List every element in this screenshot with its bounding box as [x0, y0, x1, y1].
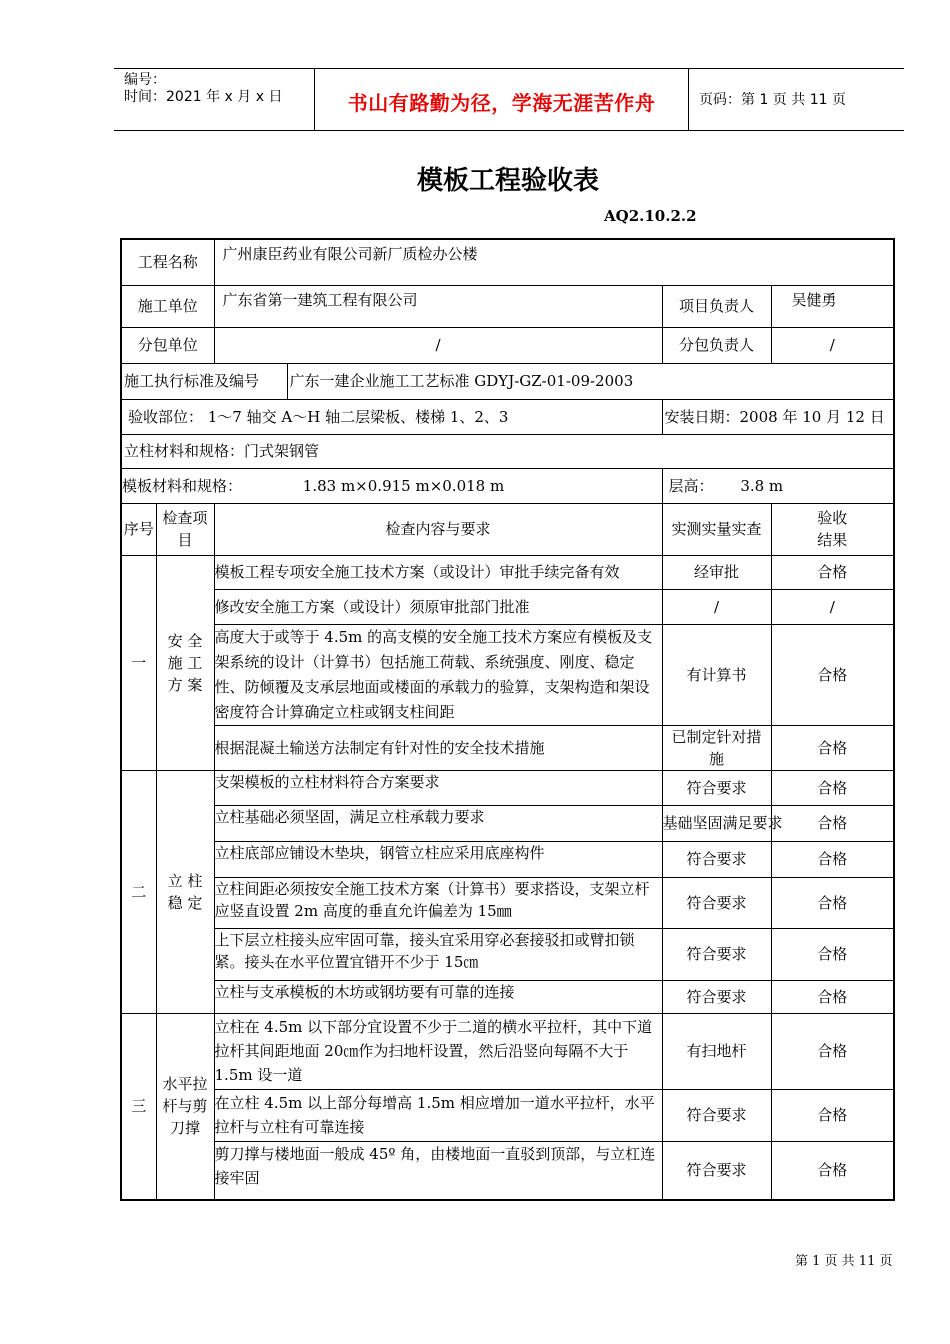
formwork-material-label: 模板材料和规格：: [122, 476, 243, 495]
col-header-measured: 实测实量实查: [662, 503, 771, 555]
row-content: 根据混凝土输送方法制定有针对性的安全技术措施: [214, 725, 662, 770]
header-meta: [124, 72, 282, 106]
col-header-seq: 序号: [121, 503, 156, 555]
document-title: 模板工程验收表: [416, 166, 599, 196]
row-measured: 符合要求: [662, 928, 771, 980]
sub-label: 分包单位: [121, 327, 214, 363]
row-content: 上下层立柱接头应牢固可靠，接头宜采用穿必套接驳扣或臂扣锁紧。接头在水平位置宜错开不少于 15㎝: [214, 928, 662, 980]
group-item: 水平拉杆与剪刀撑: [156, 1013, 214, 1200]
row-measured: 符合要求: [662, 770, 771, 805]
info-row-standard: [121, 363, 894, 399]
number-label: 编号：: [124, 72, 166, 88]
sub-value: /: [214, 327, 662, 363]
row-measured: 有计算书: [662, 624, 771, 725]
row-content: 高度大于或等于 4.5m 的高支模的安全施工技术方案应有模板及支架系统的设计（计算书）包括施工荷载、系统强度、刚度、稳定性、防倾覆及支承层地面或楼面的承载力的验算，支架构造和架设密度符合计算确定立柱或钢支柱间距: [214, 624, 662, 725]
table-row: [121, 877, 894, 928]
formwork-material-cell: [121, 468, 662, 503]
contractor-label: 施工单位: [121, 285, 214, 327]
row-measured: 符合要求: [662, 841, 771, 877]
info-row-part: [121, 399, 894, 434]
page-footer: 第 1 页 共 11 页: [795, 1254, 893, 1269]
group-item: 立 柱 稳 定: [156, 770, 214, 1013]
table-row: [121, 805, 894, 841]
row-result: 合格: [771, 624, 894, 725]
row-content: 立柱间距必须按安全施工技术方案（计算书）要求搭设，支架立杆应竖直设置 2m 高度的垂直允许偏差为 15㎜: [214, 877, 662, 928]
table-header-row: [121, 503, 894, 555]
row-result: 合格: [771, 928, 894, 980]
row-result: 合格: [771, 770, 894, 805]
table-row: [121, 928, 894, 980]
formwork-material-value: 1.83 m×0.915 m×0.018 m: [302, 476, 505, 495]
info-row-column-material: [121, 434, 894, 468]
row-content: 剪刀撑与楼地面一般成 45º 角，由楼地面一直驳到顶部，与立杠连接牢固: [214, 1141, 662, 1200]
table-row: [121, 725, 894, 770]
row-measured: 有扫地杆: [662, 1013, 771, 1089]
row-result: 合格: [771, 555, 894, 589]
row-measured: 符合要求: [662, 1089, 771, 1141]
row-content: 支架模板的立柱材料符合方案要求: [214, 770, 662, 805]
table-row: [121, 555, 894, 589]
sub-pm-label: 分包负责人: [662, 327, 771, 363]
acceptance-part: 验收部位： 1～7 轴交 A～H 轴二层梁板、楼梯 1、2、3: [121, 399, 662, 434]
header-motto: 书山有路勤为径，学海无涯苦作舟: [347, 91, 656, 115]
row-measured: 符合要求: [662, 1141, 771, 1200]
project-name-label: 工程名称: [121, 239, 214, 285]
row-result: 合格: [771, 805, 894, 841]
pm-label: 项目负责人: [662, 285, 771, 327]
info-row-formwork-material: [121, 468, 894, 503]
row-measured: 已制定针对措施: [662, 725, 771, 770]
install-date: 安装日期：2008 年 10 月 12 日: [662, 399, 894, 434]
sub-pm-value: /: [771, 327, 894, 363]
row-measured: /: [662, 589, 771, 624]
info-row-sub: [121, 327, 894, 363]
floor-height-label: 层高：: [668, 476, 714, 495]
col-header-item: 检查项目: [156, 503, 214, 555]
row-result: 合格: [771, 980, 894, 1013]
row-content: 立柱底部应铺设木垫块，钢管立柱应采用底座构件: [214, 841, 662, 877]
row-result: 合格: [771, 841, 894, 877]
row-result: 合格: [771, 725, 894, 770]
column-material: 立柱材料和规格：门式架钢管: [121, 434, 894, 468]
table-row: [121, 589, 894, 624]
row-content: 立柱与支承模板的木坊或钢坊要有可靠的连接: [214, 980, 662, 1013]
col-header-result: 验收结果: [771, 503, 894, 555]
time-label: 时间：2021 年 x 月 x 日: [124, 89, 283, 105]
group-seq: 一: [121, 555, 156, 770]
row-measured: 基础坚固满足要求: [662, 805, 771, 841]
floor-height-value: 3.8 m: [740, 476, 784, 495]
row-result: /: [771, 589, 894, 624]
col-header-content: 检查内容与要求: [214, 503, 662, 555]
standard-value: 广东一建企业施工工艺标准 GDYJ-GZ-01-09-2003: [287, 363, 894, 399]
table-row: [121, 624, 894, 725]
header-divider: [688, 69, 689, 130]
row-content: 立柱在 4.5m 以下部分宜设置不少于二道的横水平拉杆，其中下道拉杆其间距地面 20㎝作为扫地杆设置，然后沿竖向每隔不大于 1.5m 设一道: [214, 1013, 662, 1089]
info-row-contractor: [121, 285, 894, 327]
document-code: AQ2.10.2.2: [604, 207, 697, 225]
header-page-info: 页码：第 1 页 共 11 页: [699, 92, 846, 108]
table-row: [121, 980, 894, 1013]
row-result: 合格: [771, 1141, 894, 1200]
contractor-value: 广东省第一建筑工程有限公司: [214, 285, 662, 327]
table-row: [121, 1141, 894, 1200]
table-row: [121, 770, 894, 805]
standard-label: 施工执行标准及编号: [121, 363, 287, 399]
group-seq: 三: [121, 1013, 156, 1200]
row-content: 修改安全施工方案（或设计）须原审批部门批准: [214, 589, 662, 624]
project-name-value: 广州康臣药业有限公司新厂质检办公楼: [214, 239, 894, 285]
row-result: 合格: [771, 1089, 894, 1141]
group-item: 安 全 施 工 方 案: [156, 555, 214, 770]
inspection-table: [120, 238, 895, 1201]
info-row-project: [121, 239, 894, 285]
row-content: 立柱基础必须坚固，满足立柱承载力要求: [214, 805, 662, 841]
pm-value: 吴健勇: [771, 285, 894, 327]
row-measured: 经审批: [662, 555, 771, 589]
row-measured: 符合要求: [662, 980, 771, 1013]
table-row: [121, 1089, 894, 1141]
group-seq: 二: [121, 770, 156, 1013]
row-content: 模板工程专项安全施工技术方案（或设计）审批手续完备有效: [214, 555, 662, 589]
row-measured: 符合要求: [662, 877, 771, 928]
page-header: [114, 68, 904, 131]
floor-height-cell: [662, 468, 894, 503]
table-row: [121, 841, 894, 877]
row-result: 合格: [771, 877, 894, 928]
row-result: 合格: [771, 1013, 894, 1089]
table-row: [121, 1013, 894, 1089]
row-content: 在立柱 4.5m 以上部分每增高 1.5m 相应增加一道水平拉杆，水平拉杆与立柱有可靠连接: [214, 1089, 662, 1141]
